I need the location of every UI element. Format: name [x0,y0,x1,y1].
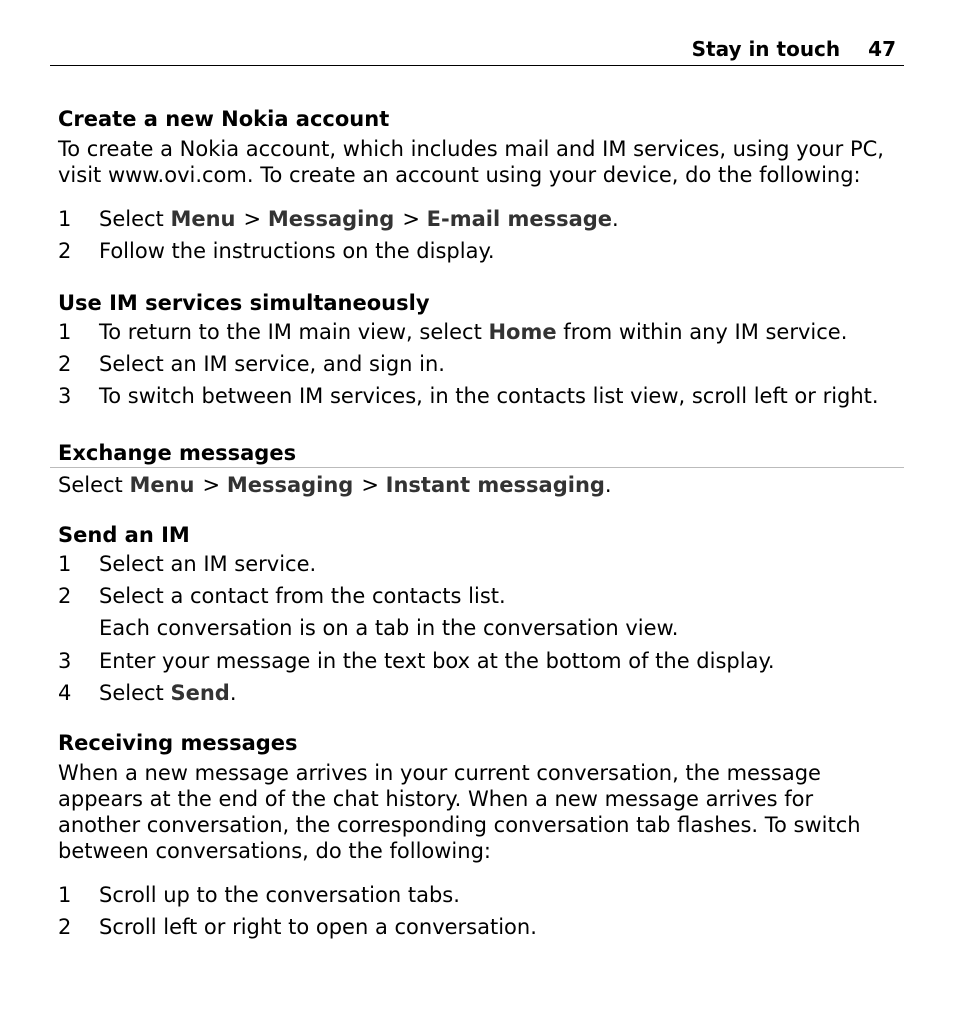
step-text: from within any IM service. [556,320,848,344]
menu-term: Home [488,320,557,344]
list-item [58,645,900,677]
step-text: Select an IM service. [99,552,317,576]
section-im-simultaneous [58,290,900,412]
menu-separator: > [243,207,262,231]
step-text: Select an IM service, and sign in. [99,352,445,376]
step-number: 2 [58,239,72,263]
list-item [58,879,900,911]
step-text: . [229,681,237,705]
page-header [50,34,904,66]
step-text: Select [99,681,171,705]
step-text: To return to the IM main view, select [99,320,489,344]
page-number: 47 [868,37,896,61]
list-item [58,203,900,235]
section-divider [50,467,904,468]
step-note: Each conversation is on a tab in the conversation view. [99,616,679,640]
menu-term: E-mail message [426,207,613,231]
steps-list [58,879,900,943]
list-item [58,316,900,348]
list-item [58,348,900,380]
step-number: 2 [58,915,72,939]
step-text: Select a contact from the contacts list. [99,584,506,608]
menu-separator: > [361,473,379,497]
section-send-im [58,522,900,709]
list-item [58,911,900,943]
menu-term: Messaging [267,207,395,231]
body-text: . [604,473,612,497]
step-number: 4 [58,681,72,705]
list-item [58,235,900,267]
running-header [692,37,896,61]
section-heading: Create a new Nokia account [58,107,390,131]
section-receiving-messages [58,730,900,943]
menu-term: Menu [170,207,236,231]
menu-term: Instant messaging [385,473,605,497]
step-text: Select [99,207,171,231]
step-number: 1 [58,320,72,344]
step-text: . [612,207,619,231]
list-item [58,380,900,412]
menu-separator: > [202,473,221,497]
section-create-account [58,106,900,267]
list-item [58,580,900,612]
section-heading: Exchange messages [58,441,297,465]
section-body: When a new message arrives in your current conversation, the message appears at the end of the chat history. When a new message arrives for another conversation, the corresponding conversation tab flashes. To switch between conversations, do the following: [58,761,861,863]
section-heading: Send an IM [58,523,190,547]
step-text: To switch between IM services, in the contacts list view, scroll left or right. [99,384,879,408]
step-number: 1 [58,207,72,231]
section-exchange-messages [58,440,900,498]
chapter-title: Stay in touch [691,37,841,61]
menu-term: Messaging [226,473,354,497]
steps-list [58,316,900,412]
step-number: 1 [58,552,72,576]
list-item [58,677,900,709]
list-item [58,548,900,580]
step-text: Scroll up to the conversation tabs. [99,883,460,907]
step-number: 3 [58,384,72,408]
list-item-note [58,612,900,645]
section-body [58,472,900,498]
step-number: 1 [58,883,72,907]
steps-list [58,548,900,709]
body-text: Select [58,473,130,497]
section-body: To create a Nokia account, which includes mail and IM services, using your PC, visit www.ovi.com. To create an account using your device, do the following: [58,137,884,187]
step-number: 3 [58,649,72,673]
step-text: Enter your message in the text box at the bottom of the display. [99,649,775,673]
step-text: Follow the instructions on the display. [99,239,495,263]
section-heading: Receiving messages [58,731,298,755]
menu-separator: > [402,207,420,231]
step-text: Scroll left or right to open a conversation. [99,915,537,939]
step-number: 2 [58,352,72,376]
menu-term: Menu [129,473,195,497]
steps-list [58,203,900,267]
step-number: 2 [58,584,72,608]
section-heading: Use IM services simultaneously [58,291,430,315]
menu-term: Send [170,681,230,705]
